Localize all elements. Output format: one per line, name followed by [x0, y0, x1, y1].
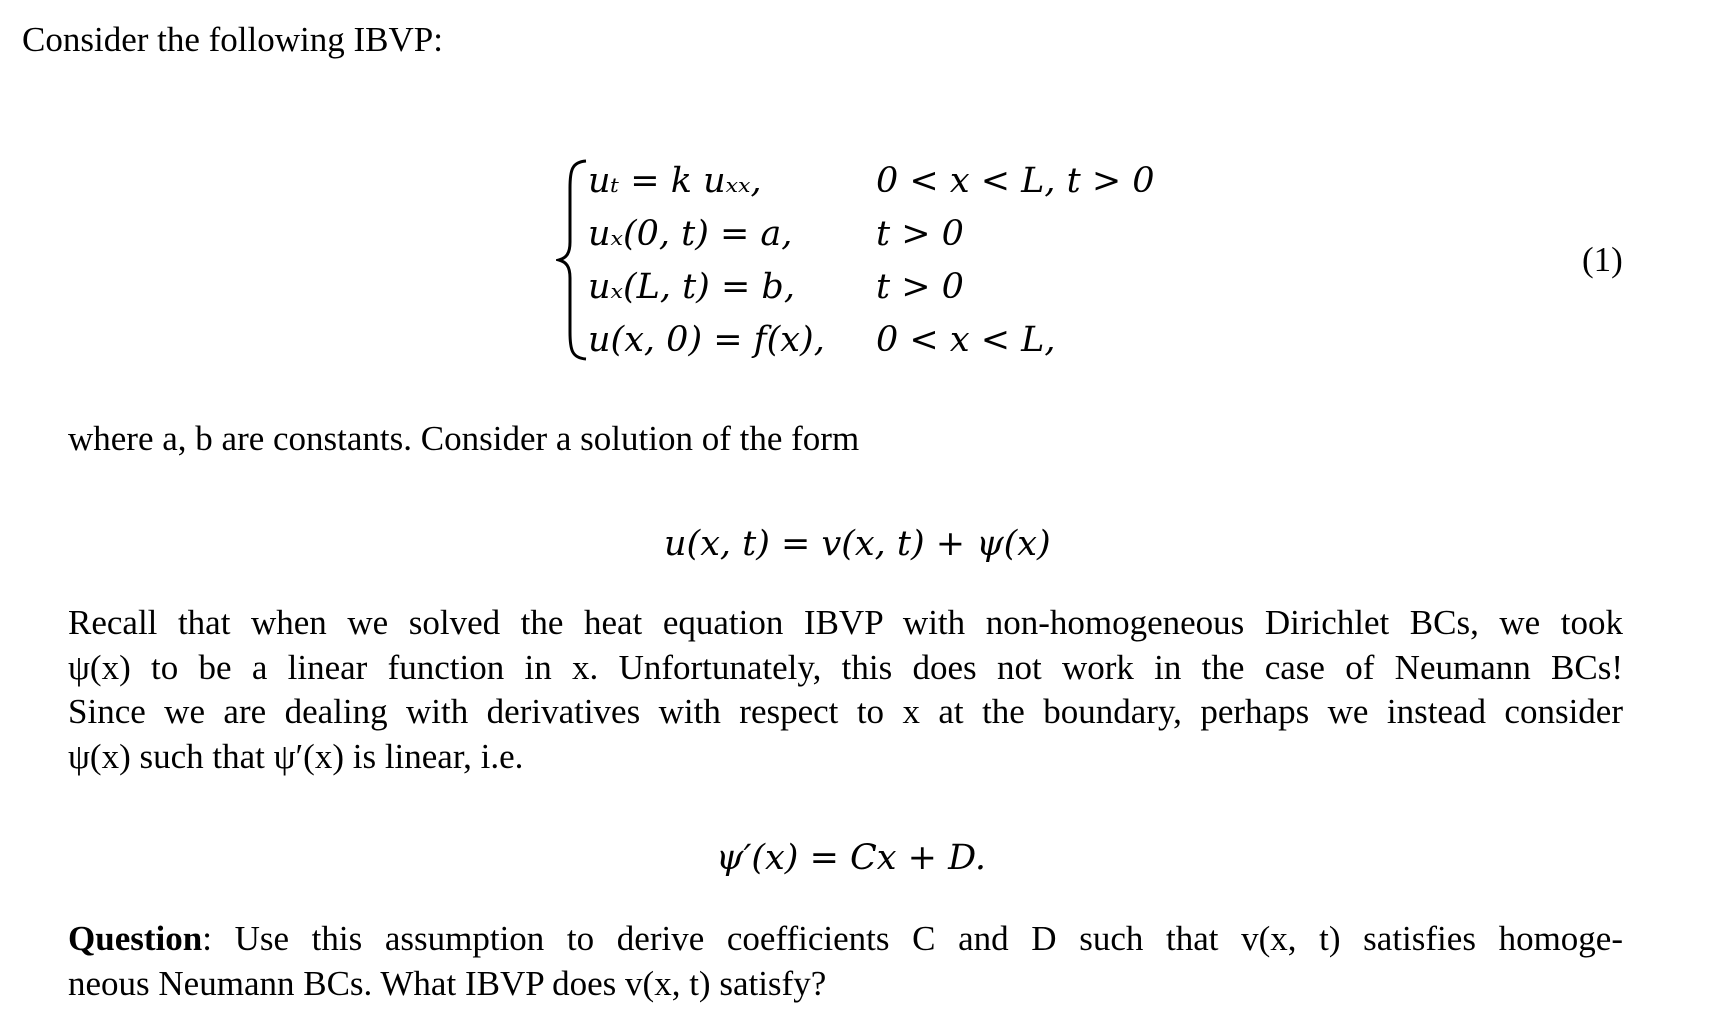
intro-text: Consider the following IBVP: [22, 20, 443, 59]
recall-line-1: Recall that when we solved the heat equation IBVP with non-homogeneous Dirichlet BCs, we took [68, 603, 1623, 642]
system-row-4-condition: 0 < x < L, [876, 320, 1056, 360]
system-row-3-condition: t > 0 [876, 267, 964, 307]
solution-form-equation: u(x, t) = v(x, t) + ψ(x) [664, 524, 1051, 564]
question-line-1-text: : Use this assumption to derive coefficients C and D such that v(x, t) satisfies homoge- [202, 919, 1623, 958]
equation-number: (1) [1582, 240, 1623, 279]
system-row-3-equation: uₓ(L, t) = b, [588, 267, 795, 307]
question-paragraph [68, 917, 1623, 1006]
system-row-4-equation: u(x, 0) = f(x), [588, 320, 825, 360]
system-row-2-condition: t > 0 [876, 214, 964, 254]
system-row-1-equation: uₜ = k uₓₓ, [588, 161, 762, 201]
recall-line-4: ψ(x) such that ψ′(x) is linear, i.e. [68, 736, 524, 776]
derivative-form-equation: ψ′(x) = Cx + D. [716, 838, 987, 878]
question-label: Question [68, 919, 203, 958]
left-brace-icon [556, 158, 590, 362]
recall-paragraph [68, 601, 1623, 779]
recall-line-2: ψ(x) to be a linear function in x. Unfortunately, this does not work in the case of Neumann BCs! [68, 647, 1623, 687]
constants-text: where a, b are constants. Consider a solution of the form [68, 419, 860, 458]
recall-line-3: Since we are dealing with derivatives with respect to x at the boundary, perhaps we instead consider [68, 692, 1623, 731]
system-row-1-condition: 0 < x < L, t > 0 [876, 161, 1155, 201]
system-row-2-equation: uₓ(0, t) = a, [588, 214, 793, 254]
question-line-2: neous Neumann BCs. What IBVP does v(x, t) satisfy? [68, 963, 827, 1003]
question-line-1 [68, 917, 1623, 962]
